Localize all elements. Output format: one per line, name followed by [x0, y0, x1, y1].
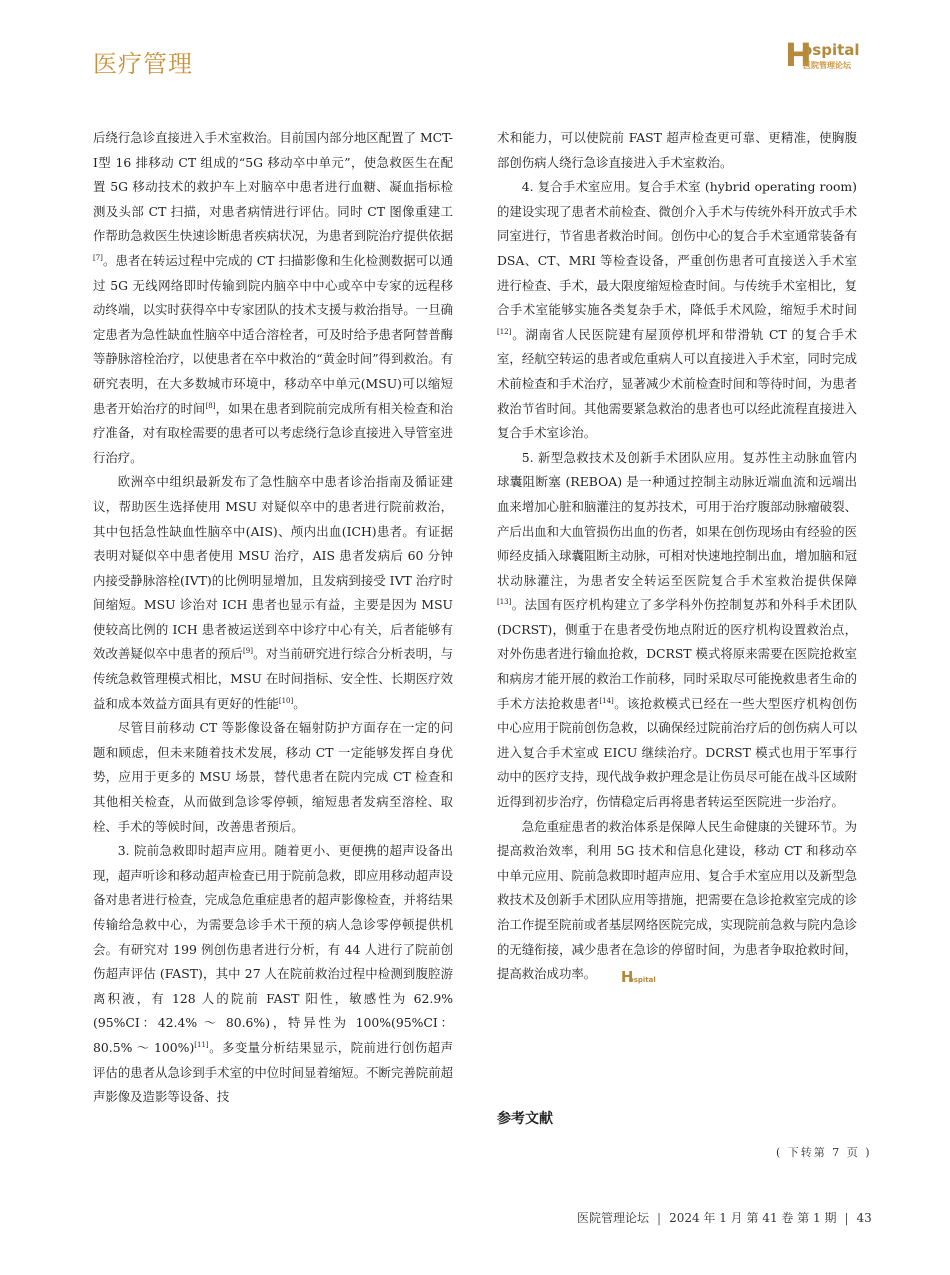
left-column	[93, 126, 453, 1110]
logo-subtitle: 医院管理论坛	[803, 61, 851, 70]
citation: [11]	[194, 1040, 209, 1049]
citation: [8]	[205, 401, 216, 410]
logo-letter: H	[785, 36, 812, 74]
end-mark-logo: H ospital	[620, 967, 656, 986]
paragraph: 4. 复合手术室应用。复合手术室 (hybrid operating room) 的建设实现了患者术前检查、微创介入手术与传统外科开放式手术同室进行，节省患者救治时间。创伤中心的复合手术室通常装备有 DSA、CT、MRI 等检查设备，严重创伤患者可直接送入手术室进行检查、手术，最大限度缩短检查时间。与传统手术室相比，复合手术室能够实施各类复杂手术，降低手术风险，缩短手术时间[12]。湖南省人民医院建有屋顶停机坪和带滑轨 CT 的复合手术室，经航空转运的患者或危重病人可以直接进入手术室，同时完成术前检查和手术治疗，显著减少术前检查时间和等待时间，为患者救治节省时间。其他需要紧急救治的患者也可以经此流程直接进入复合手术室诊治。	[497, 179, 857, 441]
right-column	[497, 126, 857, 987]
references-heading: 参考文献	[497, 1111, 553, 1127]
citation: [14]	[599, 696, 614, 705]
paragraph: 急危重症患者的救治体系是保障人民生命健康的关键环节。为提高救治效率，利用 5G 技术和信息化建设，移动 CT 和移动卒中单元应用、院前急救即时超声应用、复合手术室应用以及新型急救技术及创新手术团队应用等措施，把需要在急诊抢救室完成的诊治工作提至院前或者基层网络医院完成，实现院前急救与院内急诊的无缝衔接，减少患者在急诊的停留时间，为患者争取抢救时间，提高救治成功率。 H ospital	[497, 818, 857, 986]
paragraph: 尽管目前移动 CT 等影像设备在辐射防护方面存在一定的问题和顾虑，但未来随着技术发展，移动 CT 一定能够发挥自身优势，应用于更多的 MSU 场景，替代患者在院内完成 CT 检查和其他相关检查，从而做到急诊零停顿，缩短患者发病至溶栓、取栓、手术的等候时间，改善患者预后。	[93, 720, 453, 834]
citation: [7]	[93, 253, 103, 262]
paragraph: 欧洲卒中组织最新发布了急性脑卒中患者诊治指南及循证建议，帮助医生选择使用 MSU 对疑似卒中的患者进行院前救治，其中包括急性缺血性脑卒中(AIS)、颅内出血(ICH)患者。有证据表明对疑似卒中患者使用 MSU 治疗，AIS 患者发病后 60 分钟内接受静脉溶栓(IVT)的比例明显增加，且发病到接受 IVT 治疗时间缩短。MSU 诊治对 ICH 患者也显示有益，主要是因为 MSU 使较高比例的 ICH 患者被运送到卒中诊疗中心有关，后者能够有效改善疑似卒中患者的预后[9]。对当前研究进行综合分析表明，与传统急救管理模式相比，MSU 在时间指标、安全性、长期医疗效益和成本效益方面具有更好的性能[10]。	[93, 474, 454, 711]
continued-note: ( 下转第 7 页 )	[776, 1146, 872, 1159]
paragraph: 术和能力，可以使院前 FAST 超声检查更可靠、更精准，使胸腹部创伤病人绕行急诊直接进入手术室救治。	[497, 130, 857, 170]
paragraph: 5. 新型急救技术及创新手术团队应用。复苏性主动脉血管内球囊阻断塞 (REBOA) 是一种通过控制主动脉近端血流和远端出血来增加心脏和脑灌注的复苏技术，可用于治疗腹部动脉瘤破裂、产后出血和大血管损伤出血的伤者，如果在创伤现场由有经验的医师经皮插入球囊阻断主动脉，可相对快速地控制出血，增加脑和冠状动脉灌注，为患者安全转运至医院复合手术室救治提供保障[13]。法国有医疗机构建立了多学科外伤控制复苏和外科手术团队 (DCRST)，侧重于在患者受伤地点附近的医疗机构设置救治点，对外伤患者进行输血抢救，DCRST 模式将原来需要在医院抢救室和病房才能开展的救治工作前移，同时采取尽可能挽救患者生命的手术方法抢救患者[14]。该抢救模式已经在一些大型医疗机构创伤中心应用于院前创伤急救，以确保经过院前治疗后的创伤病人可以进入复合手术室或 EICU 继续治疗。DCRST 模式也用于军事行动中的医疗支持，现代战争救护理念是让伤员尽可能在战斗区域附近得到初步治疗，伤情稳定后再将患者转运至医院进一步治疗。	[497, 449, 858, 810]
logo-word: ospital	[802, 41, 860, 59]
journal-logo	[785, 36, 860, 74]
paragraph: 后绕行急诊直接进入手术室救治。目前国内部分地区配置了 MCT-Ⅰ型 16 排移动 CT 组成的“5G 移动卒中单元”，使急救医生在配置 5G 移动技术的救护车上对脑卒中患者进行血糖、凝血指标检测及头部 CT 扫描，对患者病情进行评估。同时 CT 图像重建工作帮助急救医生快速诊断患者疾病状况，为患者到院治疗提供依据[7]。患者在转运过程中完成的 CT 扫描影像和生化检测数据可以通过 5G 无线网络即时传输到院内脑卒中中心或卒中专家的远程移动终端，以实时获得卒中专家团队的技术支援与救治指导。一旦确定患者为急性缺血性脑卒中适合溶栓者，可及时给予患者阿替普酶等静脉溶栓治疗，以使患者在卒中救治的“黄金时间”得到救治。有研究表明，在大多数城市环境中，移动卒中单元(MSU)可以缩短患者开始治疗的时间[8]，如果在患者到院前完成所有相关检查和治疗准备，对有取栓需要的患者可以考虑绕行急诊直接进入导管室进行治疗。	[93, 130, 454, 465]
paragraph: 3. 院前急救即时超声应用。随着更小、更便携的超声设备出现，超声听诊和移动超声检查已用于院前急救，即应用移动超声设备对患者进行检查，完成急危重症患者的超声影像检查，并将结果传输给急救中心，为需要急诊手术干预的病人急诊零停顿提供机会。有研究对 199 例创伤患者进行分析，有 44 人进行了院前创伤超声评估 (FAST)，其中 27 人在院前救治过程中检测到腹腔游离积液，有 128 人的院前 FAST 阳性，敏感性为 62.9%(95%CI：42.4% ～ 80.6%)，特异性为 100%(95%CI：80.5% ～ 100%)[11]。多变量分析结果显示，院前进行创伤超声评估的患者从急诊到手术室的中位时间显着缩短。不断完善院前超声影像及造影等设备、技	[93, 843, 453, 1105]
citation: [9]	[243, 647, 253, 656]
citation: [13]	[497, 598, 512, 607]
citation: [12]	[497, 327, 512, 336]
page-number: 43	[856, 1211, 872, 1225]
section-title: 医疗管理	[93, 50, 193, 78]
footer-issue: 2024 年 1 月 第 41 卷 第 1 期	[669, 1211, 837, 1225]
page-footer: 医院管理论坛 | 2024 年 1 月 第 41 卷 第 1 期 | 43	[577, 1211, 872, 1225]
citation: [10]	[278, 696, 294, 705]
footer-journal: 医院管理论坛	[577, 1211, 650, 1225]
